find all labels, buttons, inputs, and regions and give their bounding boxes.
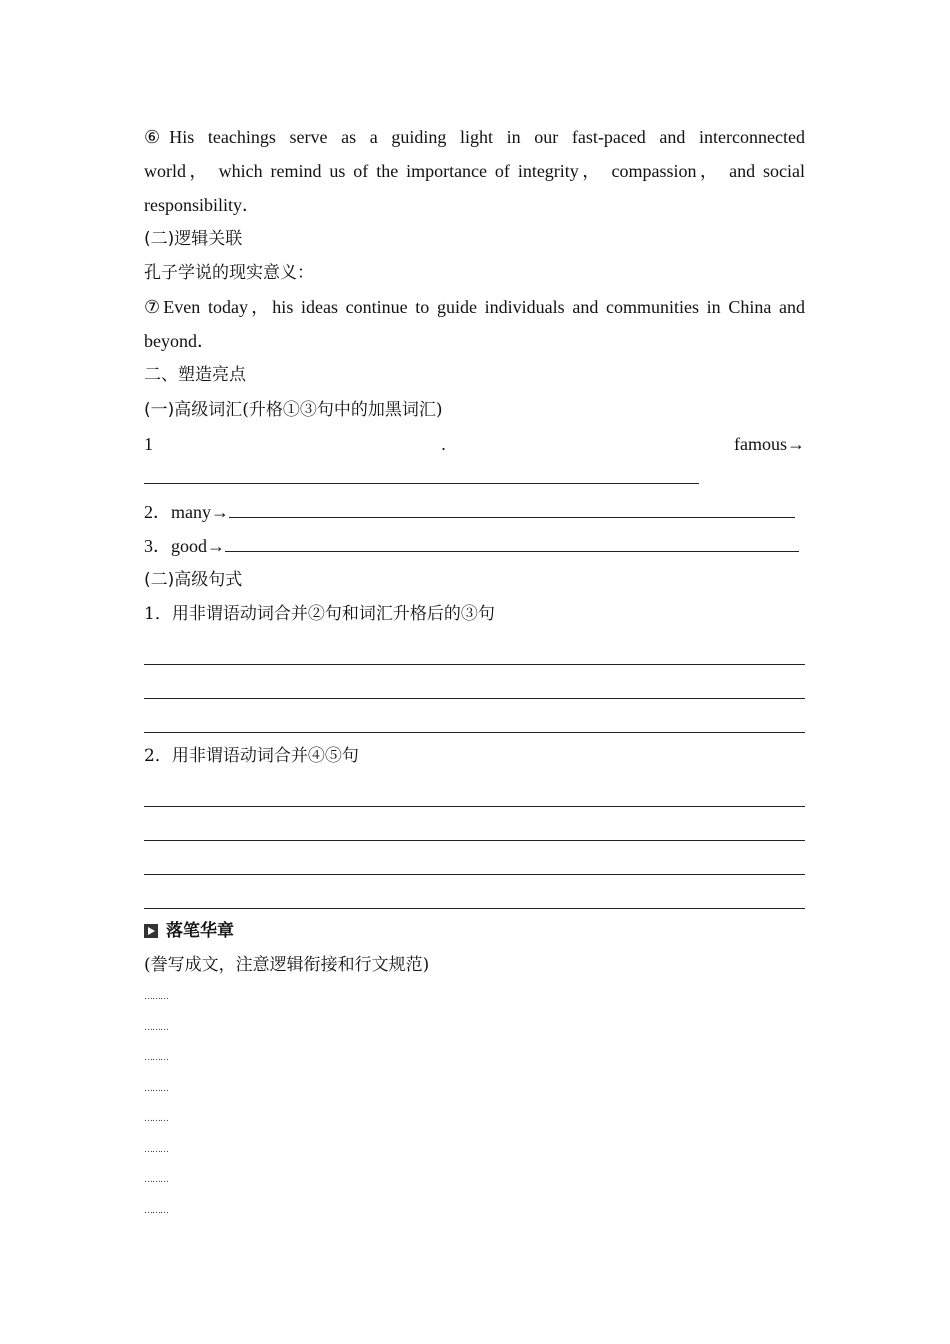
vocab-item-1-answer-blank[interactable] bbox=[144, 465, 699, 484]
dot-leader: ……… bbox=[144, 1021, 168, 1032]
vocab-item-3 bbox=[144, 529, 805, 563]
paragraph-6-line-2: world， which remind us of the importance of integrity， compassion， and social bbox=[144, 161, 805, 181]
writing-line[interactable] bbox=[144, 1165, 805, 1196]
final-note: (誊写成文，注意逻辑衔接和行文规范) bbox=[144, 955, 430, 975]
vocab-heading-row bbox=[144, 392, 805, 427]
vocab-item-2-number: 2． bbox=[144, 502, 171, 522]
vocab-item-1-number: 1 bbox=[144, 434, 153, 454]
sentence-task-2: 2．用非谓语动词合并④⑤句 bbox=[144, 746, 359, 766]
writing-line[interactable] bbox=[144, 1074, 805, 1105]
highlight-heading: 二、塑造亮点 bbox=[144, 365, 246, 385]
dot-leader: ……… bbox=[144, 1174, 168, 1184]
dot-leader: ……… bbox=[144, 1143, 168, 1154]
worksheet-page bbox=[144, 120, 805, 1226]
vocab-item-2 bbox=[144, 495, 805, 529]
sentence-task-1-answer-line[interactable] bbox=[144, 631, 805, 665]
sentence-task-2-answer-line[interactable] bbox=[144, 875, 805, 909]
dot-leader: ……… bbox=[144, 1204, 168, 1215]
writing-line[interactable] bbox=[144, 1043, 805, 1074]
logic-heading: (二)逻辑关联 bbox=[144, 229, 243, 249]
sentence-task-1-answer-line[interactable] bbox=[144, 699, 805, 733]
paragraph-6-line-1: ⑥His teachings serve as a guiding light in our fast-paced and interconnected bbox=[144, 127, 805, 147]
vocab-item-3-word: good→ bbox=[171, 536, 225, 556]
paragraph-6-line-3: responsibility． bbox=[144, 195, 260, 215]
vocab-item-2-answer-blank[interactable] bbox=[229, 499, 795, 518]
vocab-item-3-number: 3． bbox=[144, 536, 171, 556]
vocab-heading: (一)高级词汇 bbox=[144, 400, 243, 420]
writing-line[interactable] bbox=[144, 1013, 805, 1044]
vocab-item-1-dot: . bbox=[441, 434, 446, 454]
dot-leader: ……… bbox=[144, 1113, 168, 1123]
significance-label: 孔子学说的现实意义： bbox=[144, 263, 314, 283]
vocab-item-1 bbox=[144, 427, 805, 461]
sentence-task-2-answer-line[interactable] bbox=[144, 773, 805, 807]
sentence-heading: (二)高级句式 bbox=[144, 570, 243, 590]
vocab-item-1-word: famous→ bbox=[734, 434, 805, 454]
paragraph-7-line-1: ⑦Even today，his ideas continue to guide individuals and communities in China and bbox=[144, 297, 805, 317]
writing-line[interactable] bbox=[144, 1135, 805, 1166]
dot-leader: ……… bbox=[144, 1052, 168, 1062]
writing-line[interactable] bbox=[144, 982, 805, 1013]
sentence-task-2-answer-line[interactable] bbox=[144, 807, 805, 841]
dot-leader: ……… bbox=[144, 1082, 168, 1093]
sentence-task-1-answer-line[interactable] bbox=[144, 665, 805, 699]
sentence-task-2-answer-line[interactable] bbox=[144, 841, 805, 875]
vocab-item-1-answer-row bbox=[144, 461, 805, 495]
final-heading: 落笔华章 bbox=[166, 921, 234, 941]
sentence-task-1: 1．用非谓语动词合并②句和词汇升格后的③句 bbox=[144, 604, 495, 624]
vocab-note: (升格①③句中的加黑词汇) bbox=[242, 400, 443, 420]
writing-line[interactable] bbox=[144, 1104, 805, 1135]
play-triangle-icon bbox=[144, 924, 158, 938]
vocab-item-2-word: many→ bbox=[171, 502, 229, 522]
final-heading-row bbox=[144, 913, 805, 948]
dot-leader: ……… bbox=[144, 991, 168, 1001]
vocab-item-3-answer-blank[interactable] bbox=[225, 533, 799, 552]
writing-line[interactable] bbox=[144, 1196, 805, 1227]
paragraph-7-line-2: beyond． bbox=[144, 331, 215, 351]
